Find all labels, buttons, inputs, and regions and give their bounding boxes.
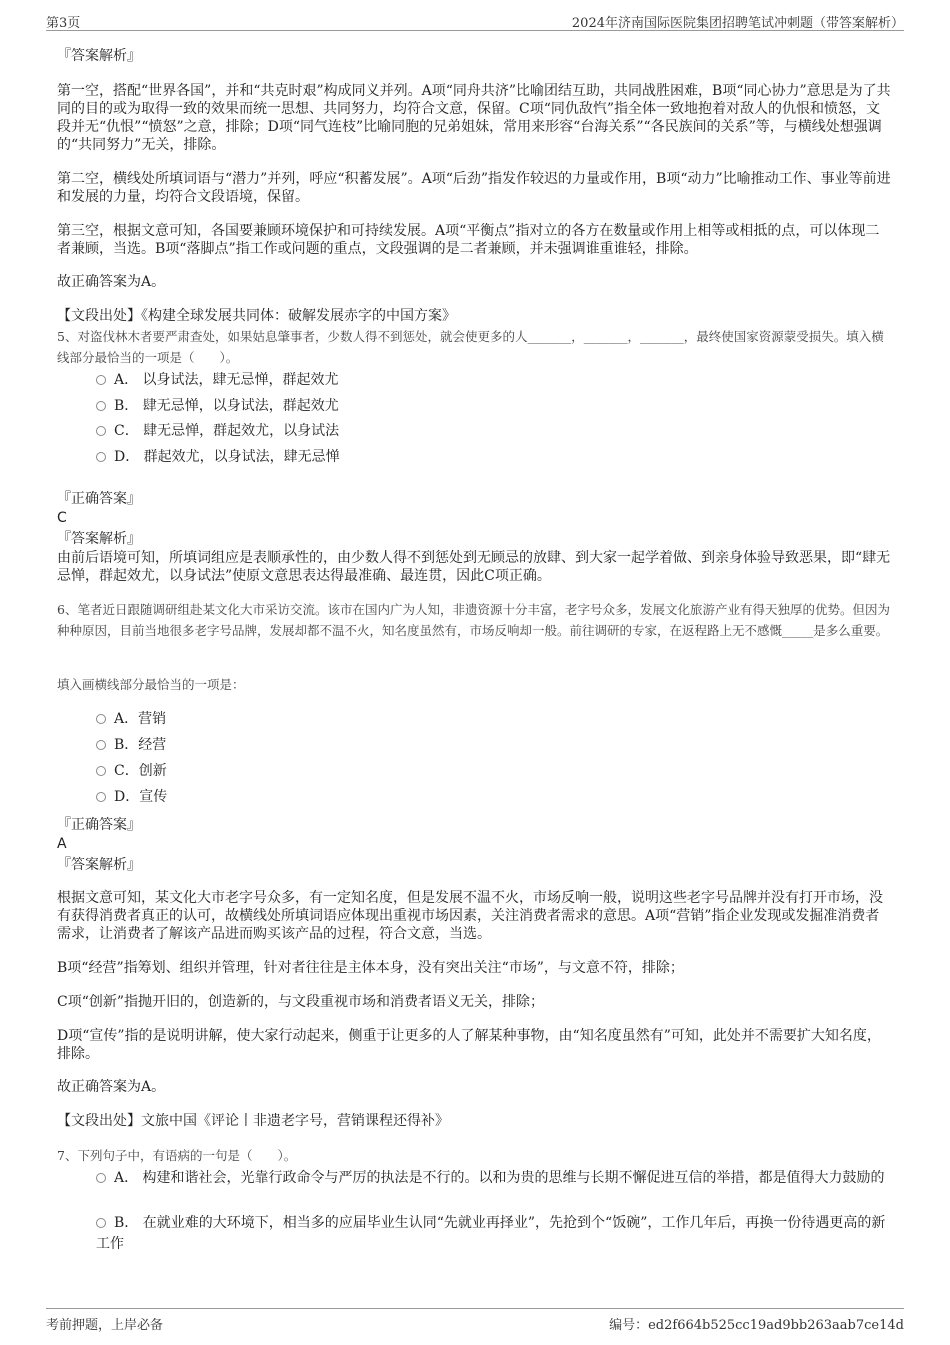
- q6-analysis-label: 『答案解析』: [57, 857, 141, 873]
- q6-option-d[interactable]: D．宣传: [96, 785, 886, 809]
- q4-source: 【文段出处】《构建全球发展共同体：破解发展赤字的中国方案》: [57, 308, 456, 324]
- q6-conclusion: 故正确答案为A。: [57, 1079, 166, 1095]
- radio-icon[interactable]: [96, 1173, 106, 1183]
- footer-serial: 编号：ed2f664b525cc19ad9bb263aab7ce14d: [609, 1318, 904, 1333]
- q4-analysis-label: 『答案解析』: [57, 48, 141, 64]
- q5-option-b[interactable]: B． 肆无忌惮，以身试法，群起效尤: [96, 394, 886, 418]
- q5-option-a[interactable]: A． 以身试法，肆无忌惮，群起效尤: [96, 368, 886, 392]
- radio-icon[interactable]: [96, 401, 106, 411]
- q6-prompt: 填入画横线部分最恰当的一项是：: [57, 677, 245, 692]
- page-number: 第3页: [46, 16, 81, 31]
- q5-option-d[interactable]: D． 群起效尤，以身试法，肆无忌惮: [96, 445, 886, 469]
- q5-correct-answer: C: [57, 510, 67, 526]
- radio-icon[interactable]: [96, 375, 106, 385]
- q6-option-b[interactable]: B．经营: [96, 733, 886, 757]
- radio-icon[interactable]: [96, 740, 106, 750]
- radio-icon[interactable]: [96, 452, 106, 462]
- q4-analysis-para3: 第三空，根据文意可知，各国要兼顾环境保护和可持续发展。A项“平衡点”指对立的各方在数量或作用上相等或相抵的点，可以体现二者兼顾，当选。B项“落脚点”指工作或问题的重点，文段强调的是二者兼顾，并未强调谁重谁轻，排除。: [57, 223, 880, 257]
- q4-conclusion: 故正确答案为A。: [57, 274, 166, 290]
- q6-correct-answer: A: [57, 836, 67, 852]
- q7-option-a[interactable]: A． 构建和谐社会，光靠行政命令与严厉的执法是不行的。以和为贵的思维与长期不懈促进互信的举措，都是值得大力鼓励的: [96, 1168, 886, 1189]
- footer-slogan: 考前押题，上岸必备: [46, 1318, 164, 1333]
- q6-option-a[interactable]: A．营销: [96, 707, 886, 731]
- radio-icon[interactable]: [96, 1218, 106, 1228]
- q7-stem: 7、下列句子中，有语病的一句是（ ）。: [57, 1148, 297, 1163]
- q6-correct-label: 『正确答案』: [57, 817, 141, 833]
- q6-analysis-para1: 根据文意可知，某文化大市老字号众多，有一定知名度，但是发展不温不火，市场反响一般，说明这些老字号品牌并没有打开市场，没有获得消费者真正的认可，故横线处所填词语应体现出重视市场因素，关注消费者需求的意思。A项“营销”指企业发现或发掘准消费者需求，让消费者了解该产品进而购买该产品的过程，符合文意，当选。: [57, 890, 883, 942]
- q5-analysis-label: 『答案解析』: [57, 531, 141, 547]
- q6-analysis-para4: D项“宣传”指的是说明讲解，使大家行动起来，侧重于让更多的人了解某种事物，由“知名度虽然有”可知，此处并不需要扩大知名度，排除。: [57, 1028, 881, 1062]
- q6-source: 【文段出处】文旅中国《评论丨非遗老字号，营销课程还得补》: [57, 1113, 449, 1129]
- document-title: 2024年济南国际医院集团招聘笔试冲刺题（带答案解析）: [571, 16, 904, 31]
- page-header: [46, 10, 904, 31]
- radio-icon[interactable]: [96, 766, 106, 776]
- q5-analysis: 由前后语境可知，所填词组应是表顺承性的，由少数人得不到惩处到无顾忌的放肆、到大家一起学着做、到亲身体验导致恶果，即“肆无忌惮，群起效尤，以身试法”使原文意思表达得最准确、最连贯，因此C项正确。: [57, 550, 891, 584]
- q4-analysis-para1: 第一空，搭配“世界各国”，并和“共克时艰”构成同义并列。A项“同舟共济”比喻团结互助，共同战胜困难，B项“同心协力”意思是为了共同的目的或为取得一致的效果而统一思想、共同努力，均符合文意，保留。C项“同仇敌忾”指全体一致地抱着对敌人的仇恨和愤怒，文段并无“仇恨”“愤怒”之意，排除；D项“同气连枝”比喻同胞的兄弟姐妹，常用来形容“台海关系”“各民族间的关系”等，与横线处想强调的“共同努力”无关，排除。: [57, 83, 891, 153]
- radio-icon[interactable]: [96, 714, 106, 724]
- q4-analysis-para2: 第二空，横线处所填词语与“潜力”并列，呼应“积蓄发展”。A项“后劲”指发作较迟的力量或作用，B项“动力”比喻推动工作、事业等前进和发展的力量，均符合文段语境，保留。: [57, 171, 891, 205]
- q5-correct-label: 『正确答案』: [57, 491, 141, 507]
- q6-stem: 6、笔者近日跟随调研组赴某文化大市采访交流。该市在国内广为人知，非遗资源十分丰富，老字号众多，发展文化旅游产业有得天独厚的优势。但因为种种原因，目前当地很多老字号品牌，发展却都不温不火，知名度虽然有，市场反响却一般。前往调研的专家，在返程路上无不感慨_____是多么重要。: [57, 602, 890, 638]
- q6-option-c[interactable]: C．创新: [96, 759, 886, 783]
- q6-analysis-para2: B项“经营”指筹划、组织并管理，针对者往往是主体本身，没有突出关注“市场”，与文意不符，排除；: [57, 960, 684, 976]
- radio-icon[interactable]: [96, 426, 106, 436]
- q7-option-b[interactable]: B． 在就业难的大环境下，相当多的应届毕业生认同“先就业再择业”，先抢到个“饭碗”，工作几年后，再换一份待遇更高的新工作: [96, 1215, 886, 1252]
- q5-stem: 5、对盗伐林木者要严肃查处，如果姑息肇事者，少数人得不到惩处，就会使更多的人_______，_______，_______，最终使国家资源蒙受损失。填入横线部分最恰当的一项是（ ）。: [57, 329, 884, 365]
- page-footer: [46, 1308, 904, 1333]
- q6-analysis-para3: C项“创新”指抛开旧的，创造新的，与文段重视市场和消费者语义无关，排除；: [57, 994, 545, 1010]
- radio-icon[interactable]: [96, 792, 106, 802]
- q5-option-c[interactable]: C． 肆无忌惮，群起效尤，以身试法: [96, 419, 886, 443]
